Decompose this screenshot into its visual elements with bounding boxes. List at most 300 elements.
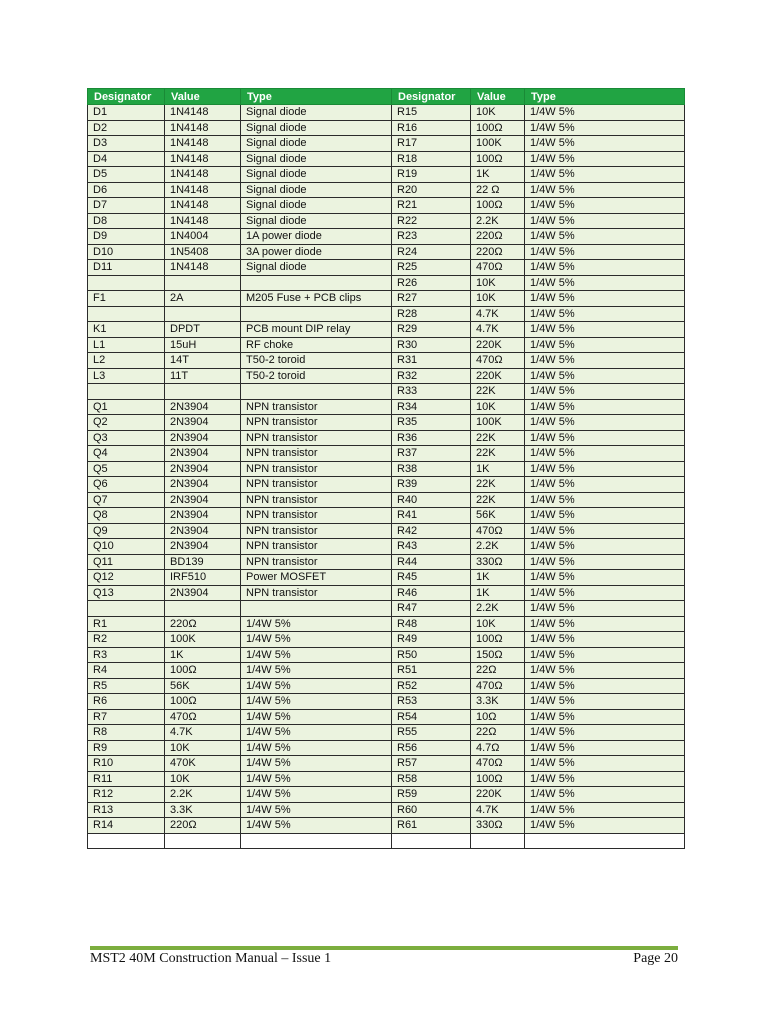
footer-title: MST2 40M Construction Manual – Issue 1 — [90, 951, 332, 966]
table-row — [88, 353, 685, 369]
cell-value-2: 220Ω — [471, 244, 525, 260]
cell-type-2: 1/4W 5% — [525, 430, 685, 446]
cell-value-2: 100K — [471, 415, 525, 431]
cell-designator-2: R23 — [392, 229, 471, 245]
cell-type: 1/4W 5% — [241, 709, 392, 725]
table-row — [88, 709, 685, 725]
cell-designator-2: R57 — [392, 756, 471, 772]
cell-type: 1/4W 5% — [241, 818, 392, 834]
cell-designator: Q10 — [88, 539, 165, 555]
cell-designator: Q9 — [88, 523, 165, 539]
cell-designator-2: R16 — [392, 120, 471, 136]
cell-type-2: 1/4W 5% — [525, 787, 685, 803]
cell-designator-2: R48 — [392, 616, 471, 632]
table-row — [88, 105, 685, 121]
cell-type-2: 1/4W 5% — [525, 554, 685, 570]
cell-type — [241, 833, 392, 849]
cell-value: 1N4148 — [165, 182, 241, 198]
cell-designator: R1 — [88, 616, 165, 632]
cell-value: 1N4148 — [165, 136, 241, 152]
cell-value-2: 100Ω — [471, 120, 525, 136]
cell-type-2: 1/4W 5% — [525, 446, 685, 462]
cell-value-2: 100K — [471, 136, 525, 152]
cell-value: 1N4148 — [165, 260, 241, 276]
cell-designator-2: R26 — [392, 275, 471, 291]
cell-type-2: 1/4W 5% — [525, 151, 685, 167]
cell-type-2: 1/4W 5% — [525, 120, 685, 136]
cell-designator-2: R47 — [392, 601, 471, 617]
cell-type-2: 1/4W 5% — [525, 508, 685, 524]
table-row — [88, 446, 685, 462]
cell-value: 2N3904 — [165, 585, 241, 601]
table-row — [88, 291, 685, 307]
cell-designator: R13 — [88, 802, 165, 818]
cell-designator: R3 — [88, 647, 165, 663]
table-row — [88, 120, 685, 136]
cell-type — [241, 384, 392, 400]
table-row — [88, 787, 685, 803]
cell-value-2: 470Ω — [471, 353, 525, 369]
cell-type: NPN transistor — [241, 477, 392, 493]
cell-value-2: 22 Ω — [471, 182, 525, 198]
cell-value: 2N3904 — [165, 461, 241, 477]
cell-designator — [88, 833, 165, 849]
cell-type-2: 1/4W 5% — [525, 585, 685, 601]
table-row — [88, 492, 685, 508]
cell-value: 100Ω — [165, 663, 241, 679]
cell-type-2: 1/4W 5% — [525, 322, 685, 338]
cell-designator-2: R35 — [392, 415, 471, 431]
cell-type-2: 1/4W 5% — [525, 523, 685, 539]
cell-type-2: 1/4W 5% — [525, 694, 685, 710]
cell-type: Signal diode — [241, 120, 392, 136]
cell-type-2: 1/4W 5% — [525, 539, 685, 555]
cell-designator-2: R49 — [392, 632, 471, 648]
cell-designator: R14 — [88, 818, 165, 834]
cell-type: 1/4W 5% — [241, 616, 392, 632]
table-row — [88, 213, 685, 229]
cell-type: 3A power diode — [241, 244, 392, 260]
cell-type-2: 1/4W 5% — [525, 291, 685, 307]
cell-value-2 — [471, 833, 525, 849]
cell-type-2: 1/4W 5% — [525, 399, 685, 415]
cell-value: 100Ω — [165, 694, 241, 710]
table-row — [88, 151, 685, 167]
cell-value: 2N3904 — [165, 539, 241, 555]
cell-designator: Q2 — [88, 415, 165, 431]
cell-value-2: 22K — [471, 477, 525, 493]
cell-designator: D1 — [88, 105, 165, 121]
cell-designator-2: R36 — [392, 430, 471, 446]
cell-type-2: 1/4W 5% — [525, 136, 685, 152]
cell-type: 1/4W 5% — [241, 678, 392, 694]
cell-value-2: 220K — [471, 337, 525, 353]
cell-value: 2N3904 — [165, 477, 241, 493]
cell-type: NPN transistor — [241, 554, 392, 570]
table-body — [88, 105, 685, 849]
cell-type: NPN transistor — [241, 461, 392, 477]
cell-value-2: 100Ω — [471, 151, 525, 167]
cell-designator: Q13 — [88, 585, 165, 601]
cell-value: 1N4148 — [165, 198, 241, 214]
cell-designator: D4 — [88, 151, 165, 167]
cell-designator-2: R39 — [392, 477, 471, 493]
cell-type — [241, 306, 392, 322]
column-header-type: Type — [241, 89, 392, 105]
cell-designator-2: R41 — [392, 508, 471, 524]
table-header — [88, 89, 685, 105]
cell-value-2: 220K — [471, 787, 525, 803]
table-row — [88, 523, 685, 539]
cell-value-2: 10K — [471, 291, 525, 307]
cell-type-2: 1/4W 5% — [525, 802, 685, 818]
cell-value-2: 470Ω — [471, 756, 525, 772]
cell-designator-2: R44 — [392, 554, 471, 570]
cell-value: 2N3904 — [165, 492, 241, 508]
cell-value: 1N4148 — [165, 213, 241, 229]
table-row — [88, 275, 685, 291]
cell-value: 14T — [165, 353, 241, 369]
cell-designator: Q11 — [88, 554, 165, 570]
cell-type: Power MOSFET — [241, 570, 392, 586]
cell-designator-2: R29 — [392, 322, 471, 338]
cell-value-2: 1K — [471, 585, 525, 601]
cell-designator-2: R30 — [392, 337, 471, 353]
cell-value-2: 22K — [471, 430, 525, 446]
cell-designator — [88, 306, 165, 322]
cell-value: 1K — [165, 647, 241, 663]
cell-type-2: 1/4W 5% — [525, 616, 685, 632]
cell-designator-2: R33 — [392, 384, 471, 400]
cell-value: 2N3904 — [165, 415, 241, 431]
table-row — [88, 601, 685, 617]
cell-value-2: 22Ω — [471, 663, 525, 679]
table-row — [88, 694, 685, 710]
cell-designator: Q5 — [88, 461, 165, 477]
cell-type-2: 1/4W 5% — [525, 725, 685, 741]
cell-type-2: 1/4W 5% — [525, 570, 685, 586]
cell-type — [241, 275, 392, 291]
table-row — [88, 337, 685, 353]
cell-value: 56K — [165, 678, 241, 694]
cell-designator-2: R25 — [392, 260, 471, 276]
cell-value: 2N3904 — [165, 399, 241, 415]
cell-designator: R6 — [88, 694, 165, 710]
table-row — [88, 539, 685, 555]
cell-designator-2: R20 — [392, 182, 471, 198]
cell-type: M205 Fuse + PCB clips — [241, 291, 392, 307]
cell-type-2: 1/4W 5% — [525, 632, 685, 648]
cell-value: 100K — [165, 632, 241, 648]
cell-type-2 — [525, 833, 685, 849]
cell-value-2: 4.7Ω — [471, 740, 525, 756]
table-row — [88, 368, 685, 384]
cell-type-2: 1/4W 5% — [525, 601, 685, 617]
table-row — [88, 136, 685, 152]
cell-value: 2A — [165, 291, 241, 307]
cell-designator-2: R27 — [392, 291, 471, 307]
table-row — [88, 306, 685, 322]
cell-designator-2: R46 — [392, 585, 471, 601]
cell-designator-2: R53 — [392, 694, 471, 710]
cell-designator-2 — [392, 833, 471, 849]
cell-value-2: 10Ω — [471, 709, 525, 725]
table-row — [88, 771, 685, 787]
table-row — [88, 229, 685, 245]
cell-designator: L1 — [88, 337, 165, 353]
table-row — [88, 647, 685, 663]
cell-type: 1/4W 5% — [241, 740, 392, 756]
cell-designator-2: R51 — [392, 663, 471, 679]
cell-value: 2N3904 — [165, 446, 241, 462]
cell-type-2: 1/4W 5% — [525, 306, 685, 322]
cell-type: Signal diode — [241, 167, 392, 183]
cell-value: 3.3K — [165, 802, 241, 818]
cell-designator — [88, 601, 165, 617]
cell-value: IRF510 — [165, 570, 241, 586]
page-number: Page 20 — [633, 951, 678, 966]
table-row — [88, 756, 685, 772]
cell-value-2: 100Ω — [471, 771, 525, 787]
footer-rule — [90, 946, 678, 950]
cell-type: 1/4W 5% — [241, 787, 392, 803]
table-row — [88, 725, 685, 741]
cell-value — [165, 275, 241, 291]
table-row — [88, 740, 685, 756]
cell-value — [165, 833, 241, 849]
cell-designator: Q8 — [88, 508, 165, 524]
cell-value-2: 4.7K — [471, 322, 525, 338]
cell-value — [165, 384, 241, 400]
cell-value-2: 22K — [471, 384, 525, 400]
cell-type-2: 1/4W 5% — [525, 229, 685, 245]
cell-type-2: 1/4W 5% — [525, 492, 685, 508]
cell-type: NPN transistor — [241, 539, 392, 555]
column-header-value: Value — [165, 89, 241, 105]
cell-value-2: 4.7K — [471, 306, 525, 322]
cell-value: 1N4148 — [165, 151, 241, 167]
cell-value-2: 22K — [471, 492, 525, 508]
cell-type: NPN transistor — [241, 523, 392, 539]
cell-value-2: 2.2K — [471, 213, 525, 229]
cell-value-2: 2.2K — [471, 539, 525, 555]
cell-type: NPN transistor — [241, 430, 392, 446]
table-row — [88, 802, 685, 818]
cell-designator-2: R22 — [392, 213, 471, 229]
cell-type-2: 1/4W 5% — [525, 182, 685, 198]
cell-value-2: 220K — [471, 368, 525, 384]
cell-value: 1N5408 — [165, 244, 241, 260]
table-row — [88, 663, 685, 679]
cell-value-2: 330Ω — [471, 554, 525, 570]
cell-designator: F1 — [88, 291, 165, 307]
cell-type: Signal diode — [241, 198, 392, 214]
cell-value-2: 22Ω — [471, 725, 525, 741]
cell-value-2: 100Ω — [471, 198, 525, 214]
cell-designator-2: R19 — [392, 167, 471, 183]
cell-designator-2: R54 — [392, 709, 471, 725]
cell-value-2: 10K — [471, 105, 525, 121]
cell-designator-2: R42 — [392, 523, 471, 539]
cell-value — [165, 306, 241, 322]
table-row — [88, 570, 685, 586]
table-row — [88, 260, 685, 276]
cell-value: 4.7K — [165, 725, 241, 741]
cell-designator: R11 — [88, 771, 165, 787]
cell-value: 10K — [165, 771, 241, 787]
column-header-designator-2: Designator — [392, 89, 471, 105]
cell-designator: Q1 — [88, 399, 165, 415]
table-row — [88, 182, 685, 198]
cell-type-2: 1/4W 5% — [525, 167, 685, 183]
cell-type-2: 1/4W 5% — [525, 337, 685, 353]
table-row — [88, 384, 685, 400]
cell-designator: L3 — [88, 368, 165, 384]
cell-designator-2: R43 — [392, 539, 471, 555]
cell-type: 1/4W 5% — [241, 694, 392, 710]
table-row — [88, 198, 685, 214]
cell-value: 2N3904 — [165, 430, 241, 446]
cell-value-2: 1K — [471, 167, 525, 183]
cell-value: 2N3904 — [165, 508, 241, 524]
cell-type: Signal diode — [241, 105, 392, 121]
cell-designator-2: R18 — [392, 151, 471, 167]
cell-value-2: 56K — [471, 508, 525, 524]
cell-designator-2: R34 — [392, 399, 471, 415]
cell-type: Signal diode — [241, 260, 392, 276]
cell-value: DPDT — [165, 322, 241, 338]
cell-type: Signal diode — [241, 151, 392, 167]
table-row — [88, 461, 685, 477]
cell-value-2: 10K — [471, 399, 525, 415]
cell-value: BD139 — [165, 554, 241, 570]
cell-value: 1N4148 — [165, 105, 241, 121]
table-row — [88, 818, 685, 834]
cell-type-2: 1/4W 5% — [525, 368, 685, 384]
cell-type: NPN transistor — [241, 415, 392, 431]
cell-designator: D6 — [88, 182, 165, 198]
cell-value: 1N4148 — [165, 167, 241, 183]
cell-type: 1A power diode — [241, 229, 392, 245]
cell-type: Signal diode — [241, 182, 392, 198]
cell-designator: D8 — [88, 213, 165, 229]
table-row — [88, 554, 685, 570]
cell-designator-2: R50 — [392, 647, 471, 663]
cell-type: Signal diode — [241, 136, 392, 152]
cell-type-2: 1/4W 5% — [525, 663, 685, 679]
cell-type: 1/4W 5% — [241, 725, 392, 741]
table-row — [88, 632, 685, 648]
cell-type: NPN transistor — [241, 585, 392, 601]
table-row — [88, 833, 685, 849]
cell-type: Signal diode — [241, 213, 392, 229]
cell-designator-2: R15 — [392, 105, 471, 121]
cell-type-2: 1/4W 5% — [525, 415, 685, 431]
cell-value: 15uH — [165, 337, 241, 353]
cell-type-2: 1/4W 5% — [525, 771, 685, 787]
cell-designator-2: R31 — [392, 353, 471, 369]
cell-designator-2: R38 — [392, 461, 471, 477]
cell-type: NPN transistor — [241, 508, 392, 524]
cell-type: NPN transistor — [241, 446, 392, 462]
cell-designator-2: R61 — [392, 818, 471, 834]
cell-value-2: 1K — [471, 570, 525, 586]
cell-type: 1/4W 5% — [241, 647, 392, 663]
cell-type-2: 1/4W 5% — [525, 275, 685, 291]
cell-value-2: 100Ω — [471, 632, 525, 648]
cell-designator-2: R58 — [392, 771, 471, 787]
table-row — [88, 244, 685, 260]
cell-value — [165, 601, 241, 617]
cell-designator: D2 — [88, 120, 165, 136]
cell-designator-2: R52 — [392, 678, 471, 694]
column-header-designator: Designator — [88, 89, 165, 105]
table-row — [88, 430, 685, 446]
cell-designator: R9 — [88, 740, 165, 756]
cell-designator: K1 — [88, 322, 165, 338]
cell-designator: D3 — [88, 136, 165, 152]
cell-type-2: 1/4W 5% — [525, 461, 685, 477]
cell-designator: D10 — [88, 244, 165, 260]
cell-value-2: 470Ω — [471, 523, 525, 539]
cell-value: 470K — [165, 756, 241, 772]
cell-designator: R5 — [88, 678, 165, 694]
cell-type: T50-2 toroid — [241, 368, 392, 384]
cell-value-2: 220Ω — [471, 229, 525, 245]
cell-designator: D5 — [88, 167, 165, 183]
cell-value: 11T — [165, 368, 241, 384]
column-header-type-2: Type — [525, 89, 685, 105]
cell-designator: Q12 — [88, 570, 165, 586]
cell-designator: D11 — [88, 260, 165, 276]
cell-value-2: 10K — [471, 616, 525, 632]
cell-designator: R7 — [88, 709, 165, 725]
cell-type-2: 1/4W 5% — [525, 818, 685, 834]
cell-type-2: 1/4W 5% — [525, 198, 685, 214]
cell-designator: D7 — [88, 198, 165, 214]
cell-type-2: 1/4W 5% — [525, 756, 685, 772]
cell-designator: R2 — [88, 632, 165, 648]
table-row — [88, 322, 685, 338]
cell-type-2: 1/4W 5% — [525, 105, 685, 121]
cell-designator: Q3 — [88, 430, 165, 446]
cell-designator-2: R45 — [392, 570, 471, 586]
cell-type: RF choke — [241, 337, 392, 353]
cell-designator-2: R24 — [392, 244, 471, 260]
cell-designator: L2 — [88, 353, 165, 369]
cell-value-2: 470Ω — [471, 678, 525, 694]
cell-value-2: 2.2K — [471, 601, 525, 617]
cell-designator-2: R55 — [392, 725, 471, 741]
parts-list-table — [87, 88, 685, 849]
cell-designator-2: R40 — [392, 492, 471, 508]
cell-type-2: 1/4W 5% — [525, 477, 685, 493]
column-header-value-2: Value — [471, 89, 525, 105]
cell-type-2: 1/4W 5% — [525, 260, 685, 276]
cell-designator-2: R28 — [392, 306, 471, 322]
table-row — [88, 508, 685, 524]
cell-value: 2.2K — [165, 787, 241, 803]
cell-designator-2: R37 — [392, 446, 471, 462]
cell-value: 1N4004 — [165, 229, 241, 245]
cell-designator — [88, 384, 165, 400]
cell-designator: R10 — [88, 756, 165, 772]
cell-type: 1/4W 5% — [241, 632, 392, 648]
cell-designator: Q6 — [88, 477, 165, 493]
table-row — [88, 585, 685, 601]
cell-designator-2: R17 — [392, 136, 471, 152]
cell-type — [241, 601, 392, 617]
